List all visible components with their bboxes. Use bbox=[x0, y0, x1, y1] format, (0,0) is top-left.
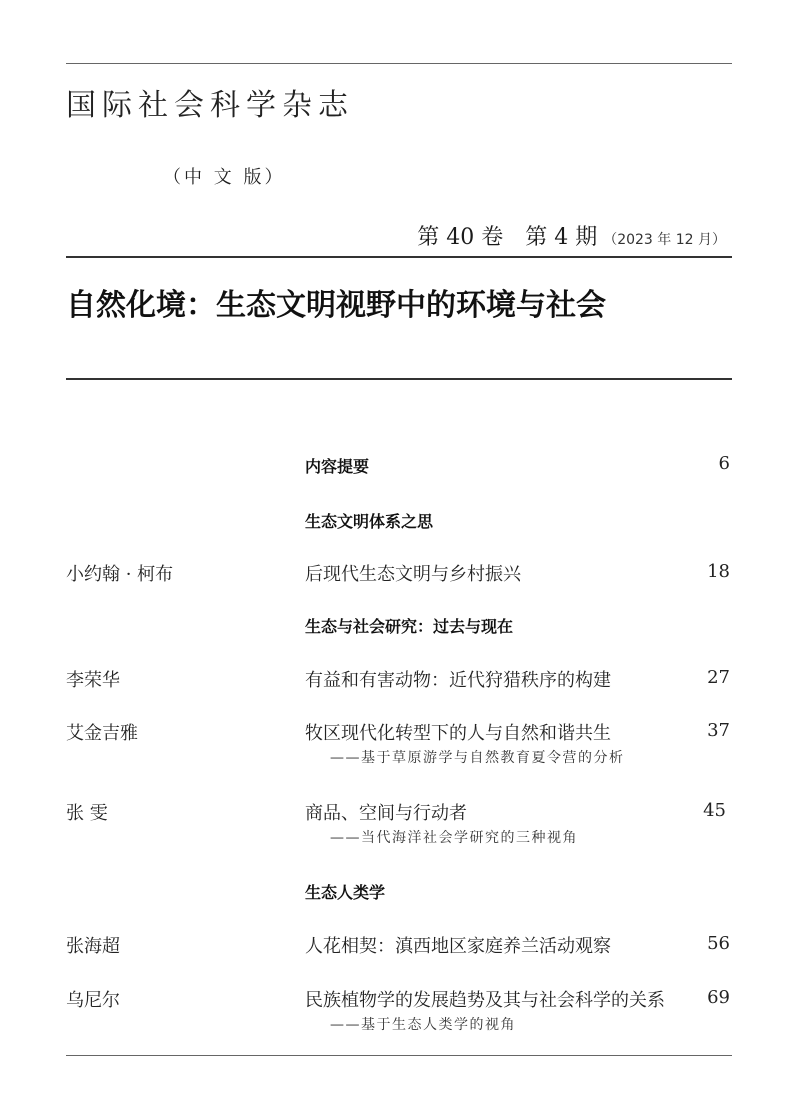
issue-label: 第 4 期 bbox=[525, 225, 598, 250]
volume-label: 第 40 卷 bbox=[417, 225, 504, 250]
article-page: 56 bbox=[707, 933, 730, 954]
toc-summary-label[interactable]: 内容提要 bbox=[305, 457, 370, 476]
article-author: 张 雯 bbox=[66, 803, 108, 824]
article-title[interactable]: 商品、空间与行动者 bbox=[305, 803, 467, 824]
journal-title: 国际社会科学杂志 bbox=[66, 88, 354, 123]
article-author: 张海超 bbox=[66, 936, 120, 957]
section-heading: 生态与社会研究：过去与现在 bbox=[305, 617, 514, 636]
article-subtitle: ——基于草原游学与自然教育夏令营的分析 bbox=[330, 750, 625, 766]
article-title[interactable]: 人花相契：滇西地区家庭养兰活动观察 bbox=[305, 936, 611, 957]
toc-summary-page: 6 bbox=[718, 453, 730, 474]
section-heading: 生态文明体系之思 bbox=[305, 512, 434, 531]
theme-rule bbox=[66, 378, 732, 380]
issue-date: （2023 年 12 月） bbox=[603, 232, 726, 248]
article-title[interactable]: 有益和有害动物：近代狩猎秩序的构建 bbox=[305, 670, 611, 691]
theme-title: 自然化境：生态文明视野中的环境与社会 bbox=[66, 288, 606, 323]
top-rule bbox=[66, 63, 732, 64]
edition-label: （中 文 版） bbox=[163, 167, 286, 188]
issue-line bbox=[417, 220, 726, 251]
article-page: 27 bbox=[707, 667, 730, 688]
article-author: 艾金吉雅 bbox=[66, 723, 138, 744]
article-title[interactable]: 民族植物学的发展趋势及其与社会科学的关系 bbox=[305, 990, 665, 1011]
article-author: 李荣华 bbox=[66, 670, 120, 691]
article-page: 69 bbox=[707, 987, 730, 1008]
article-title[interactable]: 牧区现代化转型下的人与自然和谐共生 bbox=[305, 723, 611, 744]
article-page: 37 bbox=[707, 720, 730, 741]
section-heading: 生态人类学 bbox=[305, 883, 386, 902]
article-page: 45 bbox=[703, 800, 726, 821]
bottom-rule bbox=[66, 1055, 732, 1056]
header-rule bbox=[66, 256, 732, 258]
article-author: 小约翰 · 柯布 bbox=[66, 564, 174, 585]
article-subtitle: ——基于生态人类学的视角 bbox=[330, 1017, 516, 1033]
article-page: 18 bbox=[707, 561, 730, 582]
article-title[interactable]: 后现代生态文明与乡村振兴 bbox=[305, 564, 521, 585]
article-author: 乌尼尔 bbox=[66, 990, 120, 1011]
article-subtitle: ——当代海洋社会学研究的三种视角 bbox=[330, 830, 578, 846]
